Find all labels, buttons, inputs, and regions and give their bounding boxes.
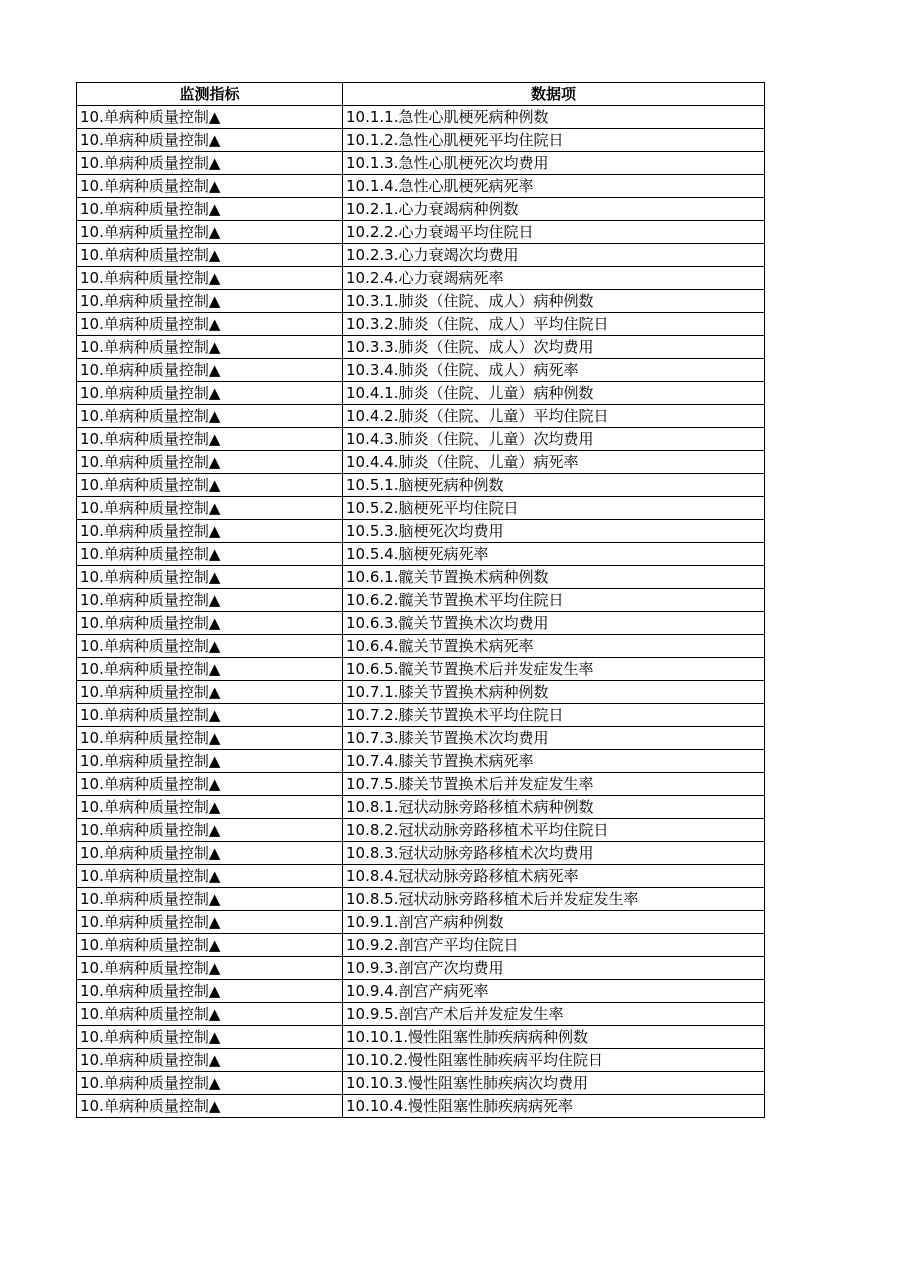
data-item-cell: 10.4.2.肺炎（住院、儿童）平均住院日 — [343, 405, 765, 428]
indicator-cell: 10.单病种质量控制▲ — [77, 198, 343, 221]
indicator-cell: 10.单病种质量控制▲ — [77, 267, 343, 290]
indicator-cell: 10.单病种质量控制▲ — [77, 336, 343, 359]
data-item-cell: 10.3.2.肺炎（住院、成人）平均住院日 — [343, 313, 765, 336]
table-row — [77, 244, 765, 267]
indicator-table — [76, 82, 765, 1118]
data-item-cell: 10.9.3.剖宫产次均费用 — [343, 957, 765, 980]
table-row — [77, 980, 765, 1003]
data-item-cell: 10.2.2.心力衰竭平均住院日 — [343, 221, 765, 244]
data-item-cell: 10.10.3.慢性阻塞性肺疾病次均费用 — [343, 1072, 765, 1095]
indicator-cell: 10.单病种质量控制▲ — [77, 1003, 343, 1026]
indicator-cell: 10.单病种质量控制▲ — [77, 589, 343, 612]
data-item-cell: 10.10.2.慢性阻塞性肺疾病平均住院日 — [343, 1049, 765, 1072]
data-item-cell: 10.5.4.脑梗死病死率 — [343, 543, 765, 566]
indicator-cell: 10.单病种质量控制▲ — [77, 796, 343, 819]
indicator-cell: 10.单病种质量控制▲ — [77, 106, 343, 129]
data-item-cell: 10.6.5.髋关节置换术后并发症发生率 — [343, 658, 765, 681]
data-item-cell: 10.4.3.肺炎（住院、儿童）次均费用 — [343, 428, 765, 451]
table-row — [77, 865, 765, 888]
indicator-cell: 10.单病种质量控制▲ — [77, 359, 343, 382]
header-indicator: 监测指标 — [77, 83, 343, 106]
table-row — [77, 842, 765, 865]
data-item-cell: 10.7.5.膝关节置换术后并发症发生率 — [343, 773, 765, 796]
indicator-cell: 10.单病种质量控制▲ — [77, 865, 343, 888]
table-row — [77, 106, 765, 129]
data-item-cell: 10.9.4.剖宫产病死率 — [343, 980, 765, 1003]
data-item-cell: 10.7.1.膝关节置换术病种例数 — [343, 681, 765, 704]
indicator-cell: 10.单病种质量控制▲ — [77, 704, 343, 727]
table-row — [77, 543, 765, 566]
indicator-cell: 10.单病种质量控制▲ — [77, 497, 343, 520]
data-item-cell: 10.6.1.髋关节置换术病种例数 — [343, 566, 765, 589]
indicator-cell: 10.单病种质量控制▲ — [77, 405, 343, 428]
data-item-cell: 10.8.5.冠状动脉旁路移植术后并发症发生率 — [343, 888, 765, 911]
indicator-cell: 10.单病种质量控制▲ — [77, 221, 343, 244]
data-item-cell: 10.7.2.膝关节置换术平均住院日 — [343, 704, 765, 727]
indicator-cell: 10.单病种质量控制▲ — [77, 520, 343, 543]
table-row — [77, 382, 765, 405]
indicator-cell: 10.单病种质量控制▲ — [77, 175, 343, 198]
data-item-cell: 10.6.3.髋关节置换术次均费用 — [343, 612, 765, 635]
table-row — [77, 658, 765, 681]
data-item-cell: 10.9.1.剖宫产病种例数 — [343, 911, 765, 934]
table-row — [77, 152, 765, 175]
table-row — [77, 129, 765, 152]
data-item-cell: 10.8.3.冠状动脉旁路移植术次均费用 — [343, 842, 765, 865]
data-item-cell: 10.8.1.冠状动脉旁路移植术病种例数 — [343, 796, 765, 819]
data-item-cell: 10.9.5.剖宫产术后并发症发生率 — [343, 1003, 765, 1026]
table-row — [77, 681, 765, 704]
data-item-cell: 10.7.3.膝关节置换术次均费用 — [343, 727, 765, 750]
indicator-cell: 10.单病种质量控制▲ — [77, 1026, 343, 1049]
table-row — [77, 497, 765, 520]
table-row — [77, 221, 765, 244]
data-item-cell: 10.1.4.急性心肌梗死病死率 — [343, 175, 765, 198]
table-row — [77, 773, 765, 796]
data-item-cell: 10.1.2.急性心肌梗死平均住院日 — [343, 129, 765, 152]
table-row — [77, 934, 765, 957]
data-item-cell: 10.10.1.慢性阻塞性肺疾病病种例数 — [343, 1026, 765, 1049]
indicator-cell: 10.单病种质量控制▲ — [77, 612, 343, 635]
indicator-cell: 10.单病种质量控制▲ — [77, 819, 343, 842]
table-row — [77, 819, 765, 842]
indicator-cell: 10.单病种质量控制▲ — [77, 842, 343, 865]
indicator-cell: 10.单病种质量控制▲ — [77, 1072, 343, 1095]
indicator-cell: 10.单病种质量控制▲ — [77, 635, 343, 658]
table-row — [77, 313, 765, 336]
data-item-cell: 10.3.4.肺炎（住院、成人）病死率 — [343, 359, 765, 382]
indicator-cell: 10.单病种质量控制▲ — [77, 727, 343, 750]
indicator-cell: 10.单病种质量控制▲ — [77, 129, 343, 152]
table-row — [77, 1026, 765, 1049]
indicator-cell: 10.单病种质量控制▲ — [77, 980, 343, 1003]
table-row — [77, 1095, 765, 1118]
indicator-cell: 10.单病种质量控制▲ — [77, 428, 343, 451]
table-row — [77, 428, 765, 451]
table-row — [77, 635, 765, 658]
table-row — [77, 405, 765, 428]
indicator-cell: 10.单病种质量控制▲ — [77, 681, 343, 704]
table-row — [77, 290, 765, 313]
data-item-cell: 10.5.2.脑梗死平均住院日 — [343, 497, 765, 520]
table-row — [77, 911, 765, 934]
indicator-cell: 10.单病种质量控制▲ — [77, 1095, 343, 1118]
indicator-cell: 10.单病种质量控制▲ — [77, 313, 343, 336]
indicator-cell: 10.单病种质量控制▲ — [77, 451, 343, 474]
data-item-cell: 10.2.4.心力衰竭病死率 — [343, 267, 765, 290]
table-row — [77, 727, 765, 750]
indicator-cell: 10.单病种质量控制▲ — [77, 244, 343, 267]
data-item-cell: 10.4.4.肺炎（住院、儿童）病死率 — [343, 451, 765, 474]
table-row — [77, 1003, 765, 1026]
data-item-cell: 10.6.2.髋关节置换术平均住院日 — [343, 589, 765, 612]
table-row — [77, 957, 765, 980]
indicator-cell: 10.单病种质量控制▲ — [77, 566, 343, 589]
data-item-cell: 10.3.1.肺炎（住院、成人）病种例数 — [343, 290, 765, 313]
indicator-cell: 10.单病种质量控制▲ — [77, 957, 343, 980]
data-item-cell: 10.4.1.肺炎（住院、儿童）病种例数 — [343, 382, 765, 405]
data-item-cell: 10.2.3.心力衰竭次均费用 — [343, 244, 765, 267]
indicator-cell: 10.单病种质量控制▲ — [77, 474, 343, 497]
indicator-cell: 10.单病种质量控制▲ — [77, 773, 343, 796]
indicator-cell: 10.单病种质量控制▲ — [77, 750, 343, 773]
indicator-cell: 10.单病种质量控制▲ — [77, 934, 343, 957]
table-row — [77, 888, 765, 911]
data-item-cell: 10.6.4.髋关节置换术病死率 — [343, 635, 765, 658]
table-row — [77, 198, 765, 221]
data-item-cell: 10.8.4.冠状动脉旁路移植术病死率 — [343, 865, 765, 888]
indicator-cell: 10.单病种质量控制▲ — [77, 382, 343, 405]
indicator-cell: 10.单病种质量控制▲ — [77, 543, 343, 566]
table-row — [77, 359, 765, 382]
data-item-cell: 10.5.3.脑梗死次均费用 — [343, 520, 765, 543]
table-row — [77, 704, 765, 727]
table-row — [77, 336, 765, 359]
data-item-cell: 10.1.3.急性心肌梗死次均费用 — [343, 152, 765, 175]
data-item-cell: 10.8.2.冠状动脉旁路移植术平均住院日 — [343, 819, 765, 842]
table-row — [77, 750, 765, 773]
table-row — [77, 175, 765, 198]
data-item-cell: 10.5.1.脑梗死病种例数 — [343, 474, 765, 497]
header-data-item: 数据项 — [343, 83, 765, 106]
data-item-cell: 10.3.3.肺炎（住院、成人）次均费用 — [343, 336, 765, 359]
table-row — [77, 566, 765, 589]
table-row — [77, 474, 765, 497]
data-item-cell: 10.7.4.膝关节置换术病死率 — [343, 750, 765, 773]
table-row — [77, 1072, 765, 1095]
table-row — [77, 451, 765, 474]
data-item-cell: 10.2.1.心力衰竭病种例数 — [343, 198, 765, 221]
header-row — [77, 83, 765, 106]
indicator-cell: 10.单病种质量控制▲ — [77, 152, 343, 175]
table-row — [77, 520, 765, 543]
data-item-cell: 10.9.2.剖宫产平均住院日 — [343, 934, 765, 957]
table-row — [77, 1049, 765, 1072]
table-row — [77, 612, 765, 635]
indicator-cell: 10.单病种质量控制▲ — [77, 290, 343, 313]
data-item-cell: 10.10.4.慢性阻塞性肺疾病病死率 — [343, 1095, 765, 1118]
indicator-cell: 10.单病种质量控制▲ — [77, 888, 343, 911]
indicator-cell: 10.单病种质量控制▲ — [77, 658, 343, 681]
table-row — [77, 796, 765, 819]
data-item-cell: 10.1.1.急性心肌梗死病种例数 — [343, 106, 765, 129]
table-row — [77, 267, 765, 290]
indicator-cell: 10.单病种质量控制▲ — [77, 1049, 343, 1072]
table-row — [77, 589, 765, 612]
indicator-cell: 10.单病种质量控制▲ — [77, 911, 343, 934]
table-body — [77, 106, 765, 1118]
